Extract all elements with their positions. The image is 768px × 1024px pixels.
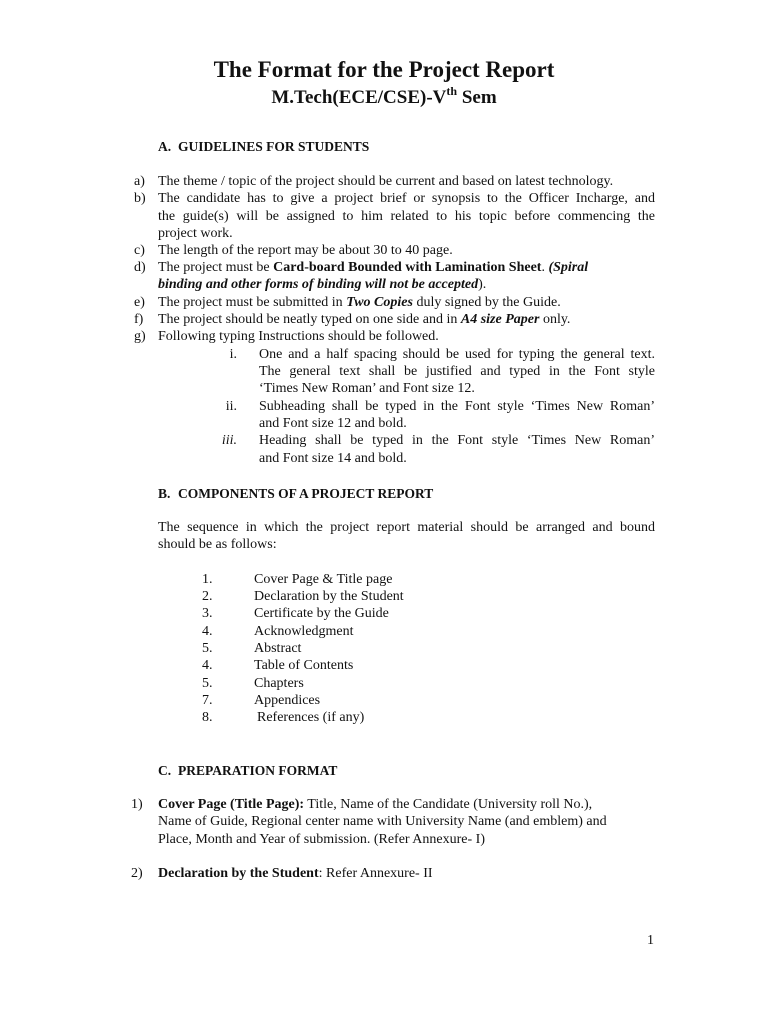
- item-e-text: [158, 294, 561, 311]
- item-a-label: a): [134, 174, 145, 189]
- item-e-label: e): [134, 295, 145, 310]
- item-c-text: The length of the report may be about 30 to 40 page.: [158, 243, 453, 258]
- subitem-i-label: i.: [229, 347, 237, 362]
- item-b-line-1: The candidate has to give a project brief or synopsis to the Officer Incharge, and: [158, 191, 655, 206]
- subitem-i-line-1: One and a half spacing should be used for typing the general text.: [259, 347, 655, 362]
- prep-item-1-line-3: Place, Month and Year of submission. (Refer Annexure- I): [158, 832, 485, 847]
- prep-item-2-line: [158, 865, 433, 882]
- subitem-ii-line-1: Subheading shall be typed in the Font style ‘Times New Roman’: [259, 399, 655, 414]
- component-number: 4.: [202, 624, 213, 639]
- subitem-iii-line-1: Heading shall be typed in the Font style ‘Times New Roman’: [259, 433, 655, 448]
- component-number: 5.: [202, 676, 213, 691]
- item-e-pre: The project must be submitted in: [158, 295, 347, 310]
- item-d-line-1: [158, 259, 588, 276]
- subitem-i-line-3: ‘Times New Roman’ and Font size 12.: [259, 381, 475, 396]
- item-a-text: The theme / topic of the project should be current and based on latest technology.: [158, 174, 614, 189]
- section-b-intro-line-1: The sequence in which the project report material should be arranged and bound: [158, 520, 655, 535]
- section-b-heading: [158, 485, 433, 502]
- section-a-letter: A.: [158, 139, 172, 154]
- item-d-label: d): [134, 260, 146, 275]
- component-name: Abstract: [254, 641, 302, 656]
- document-title: The Format for the Project Report: [213, 57, 555, 82]
- subitem-ii-line-2: and Font size 12 and bold.: [259, 416, 407, 431]
- subtitle-tail: Sem: [457, 87, 497, 108]
- component-name: Table of Contents: [254, 658, 354, 673]
- subtitle-superscript: th: [446, 84, 458, 98]
- item-d-italic-1: (Spiral: [548, 260, 589, 275]
- component-number: 3.: [202, 606, 213, 621]
- prep-item-1-rest: Title, Name of the Candidate (University roll No.),: [304, 797, 593, 812]
- component-name: Certificate by the Guide: [254, 606, 389, 621]
- item-d-post: ).: [478, 277, 487, 292]
- component-number: 7.: [202, 693, 213, 708]
- item-b-line-2: the guide(s) will be assigned to him related to his topic before commencing the: [158, 209, 655, 224]
- component-name: References (if any): [257, 710, 365, 725]
- component-name: Acknowledgment: [254, 624, 354, 639]
- component-number: 2.: [202, 589, 213, 604]
- item-d-bold: Card-board Bounded with Lamination Sheet: [273, 260, 542, 275]
- section-c-heading: [158, 762, 337, 779]
- component-number: 1.: [202, 572, 213, 587]
- item-b-label: b): [134, 191, 146, 206]
- subitem-i-line-2: The general text shall be justified and typed in the Font style: [259, 364, 655, 379]
- component-number: 8.: [202, 710, 213, 725]
- item-g-text: Following typing Instructions should be followed.: [158, 329, 439, 344]
- item-c-label: c): [134, 243, 145, 258]
- section-c-letter: C.: [158, 763, 172, 778]
- item-f-text: [158, 311, 570, 328]
- item-e-bolditalic: Two Copies: [346, 295, 413, 310]
- item-g-label: g): [134, 329, 146, 344]
- component-number: 4.: [202, 658, 213, 673]
- prep-item-1-bold: Cover Page (Title Page):: [158, 797, 305, 812]
- subitem-iii-line-2: and Font size 14 and bold.: [259, 451, 407, 466]
- section-a-heading: [158, 138, 369, 155]
- subtitle-main: M.Tech(ECE/CSE)-V: [271, 87, 447, 108]
- item-d-line-2: [158, 276, 486, 293]
- component-name: Appendices: [254, 693, 321, 708]
- item-f-pre: The project should be neatly typed on one side and in: [158, 312, 461, 327]
- item-d-italic-2: binding and other forms of binding will not be accepted: [158, 277, 479, 292]
- component-name: Chapters: [254, 676, 304, 691]
- prep-item-1-number: 1): [131, 797, 143, 812]
- component-number: 5.: [202, 641, 213, 656]
- prep-item-1-line-1: [158, 796, 592, 813]
- section-b-intro-line-2: should be as follows:: [158, 537, 277, 552]
- section-b-letter: B.: [158, 486, 171, 501]
- prep-item-1-line-2: Name of Guide, Regional center name with University Name (and emblem) and: [158, 814, 607, 829]
- subitem-iii-label: iii.: [221, 433, 237, 448]
- item-f-bolditalic: A4 size Paper: [460, 312, 540, 327]
- prep-item-2-rest: : Refer Annexure- II: [318, 866, 433, 881]
- section-c-title: PREPARATION FORMAT: [178, 763, 338, 778]
- document-subtitle: [0, 86, 768, 110]
- section-b-title: COMPONENTS OF A PROJECT REPORT: [178, 486, 434, 501]
- section-a-title: GUIDELINES FOR STUDENTS: [178, 139, 370, 154]
- subitem-ii-label: ii.: [225, 399, 237, 414]
- item-e-post: duly signed by the Guide.: [412, 295, 561, 310]
- component-name: Declaration by the Student: [254, 589, 404, 604]
- item-f-post: only.: [539, 312, 571, 327]
- component-name: Cover Page & Title page: [254, 572, 393, 587]
- item-b-line-3: project work.: [158, 226, 233, 241]
- prep-item-2-bold: Declaration by the Student: [158, 866, 319, 881]
- item-f-label: f): [134, 312, 144, 327]
- page-number: 1: [647, 933, 654, 948]
- item-d-pre: The project must be: [158, 260, 274, 275]
- item-d-mid: .: [541, 260, 549, 275]
- prep-item-2-number: 2): [131, 866, 143, 881]
